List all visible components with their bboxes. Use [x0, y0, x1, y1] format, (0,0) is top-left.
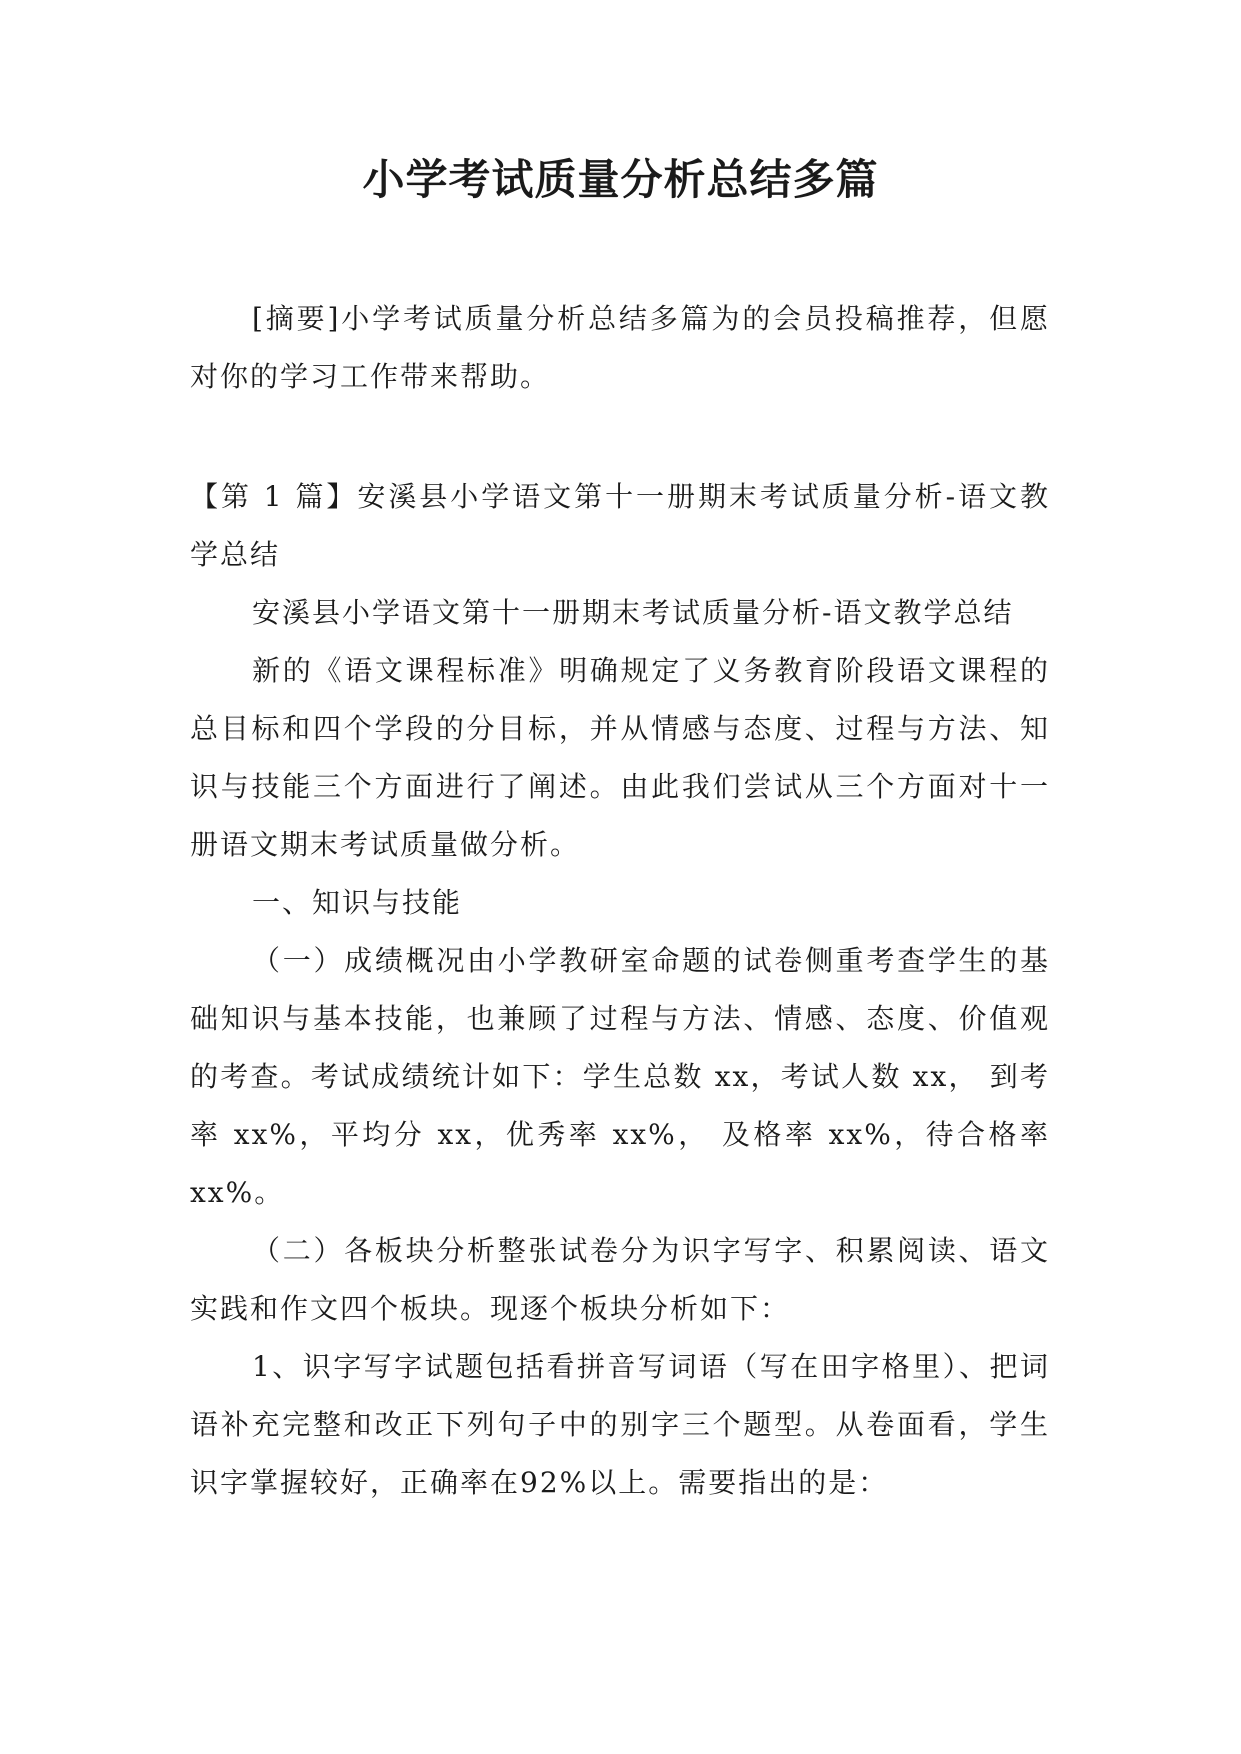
body-paragraph: 安溪县小学语文第十一册期末考试质量分析-语文教学总结: [252, 596, 1014, 629]
section-heading: 【第 1 篇】安溪县小学语文第十一册期末考试质量分析-语文教学总结: [190, 480, 1050, 571]
body-paragraph: 新的《语文课程标准》明确规定了义务教育阶段语文课程的总目标和四个学段的分目标，并从情感与态度、过程与方法、知识与技能三个方面进行了阐述。由此我们尝试从三个方面对十一册语文期末考试质量做分析。: [190, 654, 1050, 861]
abstract-paragraph: [摘要]小学考试质量分析总结多篇为的会员投稿推荐，但愿对你的学习工作带来帮助。: [190, 302, 1050, 393]
document-body: [190, 290, 1050, 1512]
body-paragraph: 1、识字写字试题包括看拼音写词语（写在田字格里）、把词语补充完整和改正下列句子中的别字三个题型。从卷面看，学生识字掌握较好，正确率在92%以上。需要指出的是：: [190, 1350, 1050, 1499]
body-paragraph: （二）各板块分析整张试卷分为识字写字、积累阅读、语文实践和作文四个板块。现逐个板块分析如下：: [190, 1234, 1050, 1325]
body-paragraph: （一）成绩概况由小学教研室命题的试卷侧重考查学生的基础知识与基本技能，也兼顾了过程与方法、情感、态度、价值观的考查。考试成绩统计如下：学生总数 xx，考试人数 xx， 到考率 xx%，平均分 xx，优秀率 xx%， 及格率 xx%，待合格率 xx%。: [190, 944, 1050, 1209]
document-title: 小学考试质量分析总结多篇: [362, 155, 879, 204]
body-paragraph: 一、知识与技能: [252, 886, 463, 919]
